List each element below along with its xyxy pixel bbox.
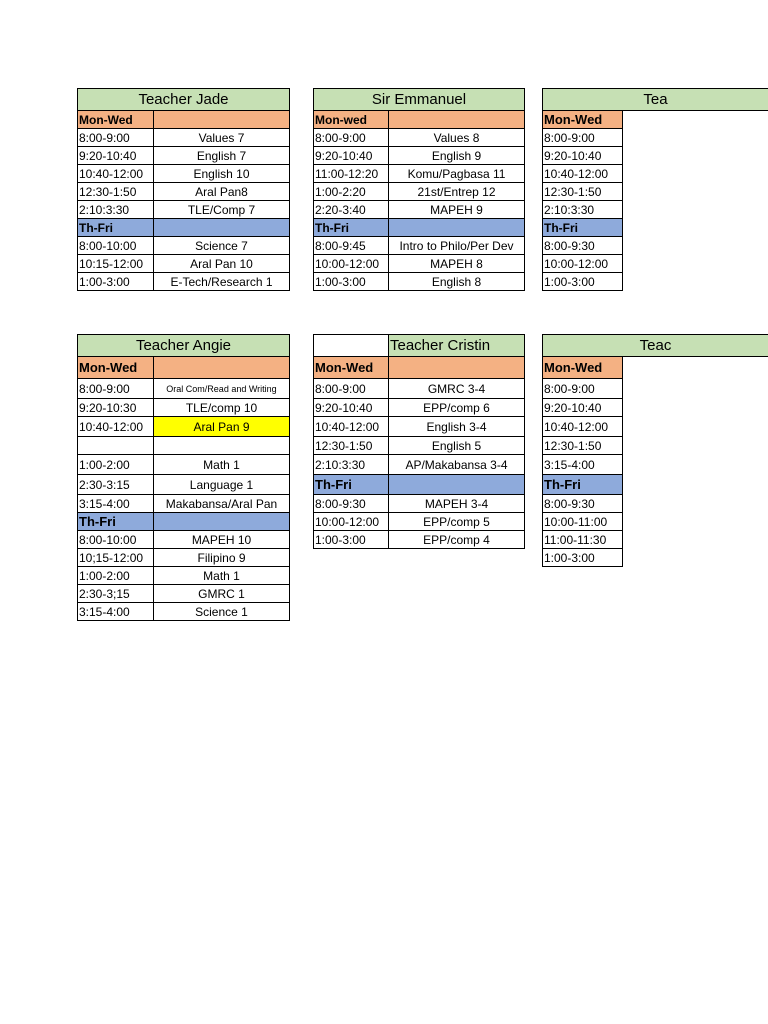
time-cell[interactable]: 11:00-12:20 [314,165,389,183]
section-label-mon-wed[interactable]: Mon-Wed [78,111,154,129]
time-cell[interactable]: 2:30-3;15 [78,585,154,603]
time-cell[interactable]: 10:00-12:00 [314,255,389,273]
table-row [314,147,525,165]
schedule-teacher-angie [77,334,290,621]
time-cell[interactable]: 9:20-10:30 [78,399,154,417]
subject-cell[interactable]: TLE/Comp 7 [154,201,290,219]
time-cell[interactable]: 8:00-10:00 [78,237,154,255]
time-cell[interactable]: 1:00-3:00 [314,531,389,549]
time-cell[interactable]: 10:40-12:00 [543,417,623,437]
schedule-third [542,88,768,291]
schedule-title[interactable]: Teac [543,335,768,357]
table-row [314,495,525,513]
schedule-title[interactable]: Teacher Jade [78,89,290,111]
table-row [78,255,290,273]
subject-cell[interactable]: Language 1 [154,475,290,495]
subject-cell[interactable]: Values 7 [154,129,290,147]
table-row [78,549,290,567]
table-row [543,183,768,201]
table-row [543,399,768,417]
table-row [78,417,290,437]
time-cell[interactable]: 2:30-3:15 [78,475,154,495]
time-cell[interactable]: 10:40-12:00 [314,417,389,437]
subject-cell[interactable]: AP/Makabansa 3-4 [389,455,525,475]
subject-cell[interactable]: EPP/comp 6 [389,399,525,417]
section-label-th-fri[interactable]: Th-Fri [314,219,389,237]
section-label-th-fri[interactable]: Th-Fri [78,219,154,237]
table-row [78,399,290,417]
table-row [543,147,768,165]
time-cell[interactable]: 9:20-10:40 [543,147,623,165]
subject-cell[interactable]: English 9 [389,147,525,165]
table-row [314,417,525,437]
section-fill[interactable] [389,475,525,495]
subject-cell[interactable] [154,437,290,455]
subject-cell[interactable]: GMRC 3-4 [389,379,525,399]
table-row [314,255,525,273]
section-fill[interactable] [389,357,525,379]
time-cell[interactable]: 8:00-10:00 [78,531,154,549]
table-row [543,201,768,219]
schedule-title[interactable]: Sir Emmanuel [314,89,525,111]
schedule-teacher-jade [77,88,290,291]
time-cell[interactable]: 8:00-9:00 [543,129,623,147]
time-cell[interactable]: 8:00-9:00 [543,379,623,399]
table-row [314,183,525,201]
table-row [78,495,290,513]
time-cell[interactable]: 3:15-4:00 [543,455,623,475]
table-row [78,237,290,255]
subject-cell[interactable]: Komu/Pagbasa 11 [389,165,525,183]
time-cell[interactable]: 1:00-3:00 [543,549,623,567]
time-cell[interactable]: 10:00-12:00 [314,513,389,531]
section-label-mon-wed[interactable]: Mon-Wed [543,357,623,379]
section-fill[interactable] [154,513,290,531]
time-cell[interactable]: 8:00-9:00 [314,129,389,147]
table-row [314,129,525,147]
time-cell[interactable]: 1:00-3:00 [78,273,154,291]
subject-cell[interactable]: Aral Pan 10 [154,255,290,273]
time-cell[interactable]: 10;15-12:00 [78,549,154,567]
subject-cell[interactable]: E-Tech/Research 1 [154,273,290,291]
time-cell[interactable]: 9:20-10:40 [314,399,389,417]
subject-cell[interactable]: Math 1 [154,455,290,475]
table-row [543,549,768,567]
table-row [314,455,525,475]
time-cell[interactable]: 10:40-12:00 [78,165,154,183]
table-row [543,455,768,475]
subject-cell[interactable]: Intro to Philo/Per Dev [389,237,525,255]
schedule-teacher-cristin [313,334,525,549]
table-row [78,183,290,201]
time-cell[interactable]: 1:00-3:00 [543,273,623,291]
table-row [543,379,768,399]
section-fill[interactable] [154,357,290,379]
time-cell[interactable]: 1:00-3:00 [314,273,389,291]
subject-cell[interactable]: Values 8 [389,129,525,147]
subject-cell[interactable]: Aral Pan8 [154,183,290,201]
subject-cell[interactable]: EPP/comp 4 [389,531,525,549]
subject-cell[interactable]: MAPEH 3-4 [389,495,525,513]
time-cell[interactable]: 9:20-10:40 [314,147,389,165]
time-cell[interactable]: 8:00-9:30 [543,237,623,255]
table-row [314,273,525,291]
table-row [78,603,290,621]
section-fill[interactable] [389,111,525,129]
table-row [543,273,768,291]
time-cell[interactable]: 1:00-2:20 [314,183,389,201]
table-row [78,455,290,475]
section-label-mon-wed[interactable]: Mon-Wed [543,111,623,129]
table-row [314,399,525,417]
subject-cell[interactable]: Oral Com/Read and Writing [154,379,290,399]
table-row [543,255,768,273]
subject-cell[interactable]: English 3-4 [389,417,525,437]
time-cell[interactable]: 12:30-1:50 [314,437,389,455]
table-row [314,237,525,255]
time-cell[interactable]: 8:00-9:30 [314,495,389,513]
time-cell[interactable]: 10:00-12:00 [543,255,623,273]
table-row [78,437,290,455]
table-row [543,129,768,147]
subject-cell[interactable]: GMRC 1 [154,585,290,603]
table-row [78,147,290,165]
table-row [314,201,525,219]
table-row [543,417,768,437]
time-cell[interactable]: 8:00-9:45 [314,237,389,255]
time-cell[interactable]: 2:20-3:40 [314,201,389,219]
table-row [78,165,290,183]
time-cell[interactable]: 12:30-1:50 [543,183,623,201]
subject-cell[interactable]: English 10 [154,165,290,183]
table-row [543,531,768,549]
time-cell[interactable]: 2:10:3:30 [543,201,623,219]
table-row [78,585,290,603]
table-row [78,273,290,291]
subject-cell[interactable]: MAPEH 8 [389,255,525,273]
table-row [78,379,290,399]
subject-cell[interactable]: Makabansa/Aral Pan [154,495,290,513]
subject-cell[interactable]: English 8 [389,273,525,291]
time-cell[interactable]: 10:40-12:00 [543,165,623,183]
time-cell[interactable]: 9:20-10:40 [78,147,154,165]
time-cell[interactable] [78,437,154,455]
time-cell[interactable]: 10:40-12:00 [78,417,154,437]
section-label-th-fri[interactable]: Th-Fri [314,475,389,495]
subject-cell[interactable]: EPP/comp 5 [389,513,525,531]
time-cell[interactable]: 11:00-11:30 [543,531,623,549]
table-row [543,495,768,513]
schedule-title[interactable]: Tea [543,89,768,111]
table-row [314,379,525,399]
subject-cell[interactable]: MAPEH 10 [154,531,290,549]
table-row [314,531,525,549]
section-label-mon-wed[interactable]: Mon-wed [314,111,389,129]
subject-cell[interactable]: Filipino 9 [154,549,290,567]
time-cell[interactable]: 2:10:3:30 [78,201,154,219]
table-row [78,129,290,147]
subject-cell[interactable]: MAPEH 9 [389,201,525,219]
time-cell[interactable]: 12:30-1:50 [78,183,154,201]
subject-cell[interactable]: Math 1 [154,567,290,585]
time-cell[interactable]: 8:00-9:00 [314,379,389,399]
table-row [78,475,290,495]
table-row [78,567,290,585]
section-fill[interactable] [154,111,290,129]
section-label-mon-wed[interactable]: Mon-Wed [78,357,154,379]
time-cell[interactable]: 1:00-2:00 [78,567,154,585]
time-cell[interactable]: 9:20-10:40 [543,399,623,417]
table-row [543,237,768,255]
time-cell[interactable]: 3:15-4:00 [78,495,154,513]
title-blank-cell[interactable] [314,335,389,357]
schedule-title[interactable]: Teacher Cristin [389,335,525,357]
section-fill[interactable] [389,219,525,237]
table-row [543,437,768,455]
schedule-sir-emmanuel [313,88,525,291]
section-label-mon-wed[interactable]: Mon-Wed [314,357,389,379]
time-cell[interactable]: 10:00-11:00 [543,513,623,531]
section-label-th-fri[interactable]: Th-Fri [78,513,154,531]
time-cell[interactable]: 1:00-2:00 [78,455,154,475]
subject-cell[interactable]: Science 1 [154,603,290,621]
table-row [314,165,525,183]
schedule-title[interactable]: Teacher Angie [78,335,290,357]
schedule-clip-6 [542,334,768,579]
subject-cell[interactable]: TLE/comp 10 [154,399,290,417]
table-row [314,513,525,531]
schedule-sixth [542,334,768,567]
subject-cell[interactable]: Science 7 [154,237,290,255]
subject-cell[interactable]: English 7 [154,147,290,165]
time-cell[interactable]: 12:30-1:50 [543,437,623,455]
subject-cell[interactable]: 21st/Entrep 12 [389,183,525,201]
table-row [543,165,768,183]
section-label-th-fri[interactable]: Th-Fri [543,219,623,237]
table-row [78,531,290,549]
section-fill[interactable] [154,219,290,237]
subject-cell[interactable]: English 5 [389,437,525,455]
table-row [314,437,525,455]
time-cell[interactable]: 10:15-12:00 [78,255,154,273]
table-row [78,201,290,219]
schedule-clip-3 [542,88,768,300]
time-cell[interactable]: 3:15-4:00 [78,603,154,621]
time-cell[interactable]: 8:00-9:30 [543,495,623,513]
time-cell[interactable]: 8:00-9:00 [78,379,154,399]
subject-cell-highlighted[interactable]: Aral Pan 9 [154,417,290,437]
time-cell[interactable]: 8:00-9:00 [78,129,154,147]
table-row [543,513,768,531]
section-label-th-fri[interactable]: Th-Fri [543,475,623,495]
time-cell[interactable]: 2:10:3:30 [314,455,389,475]
